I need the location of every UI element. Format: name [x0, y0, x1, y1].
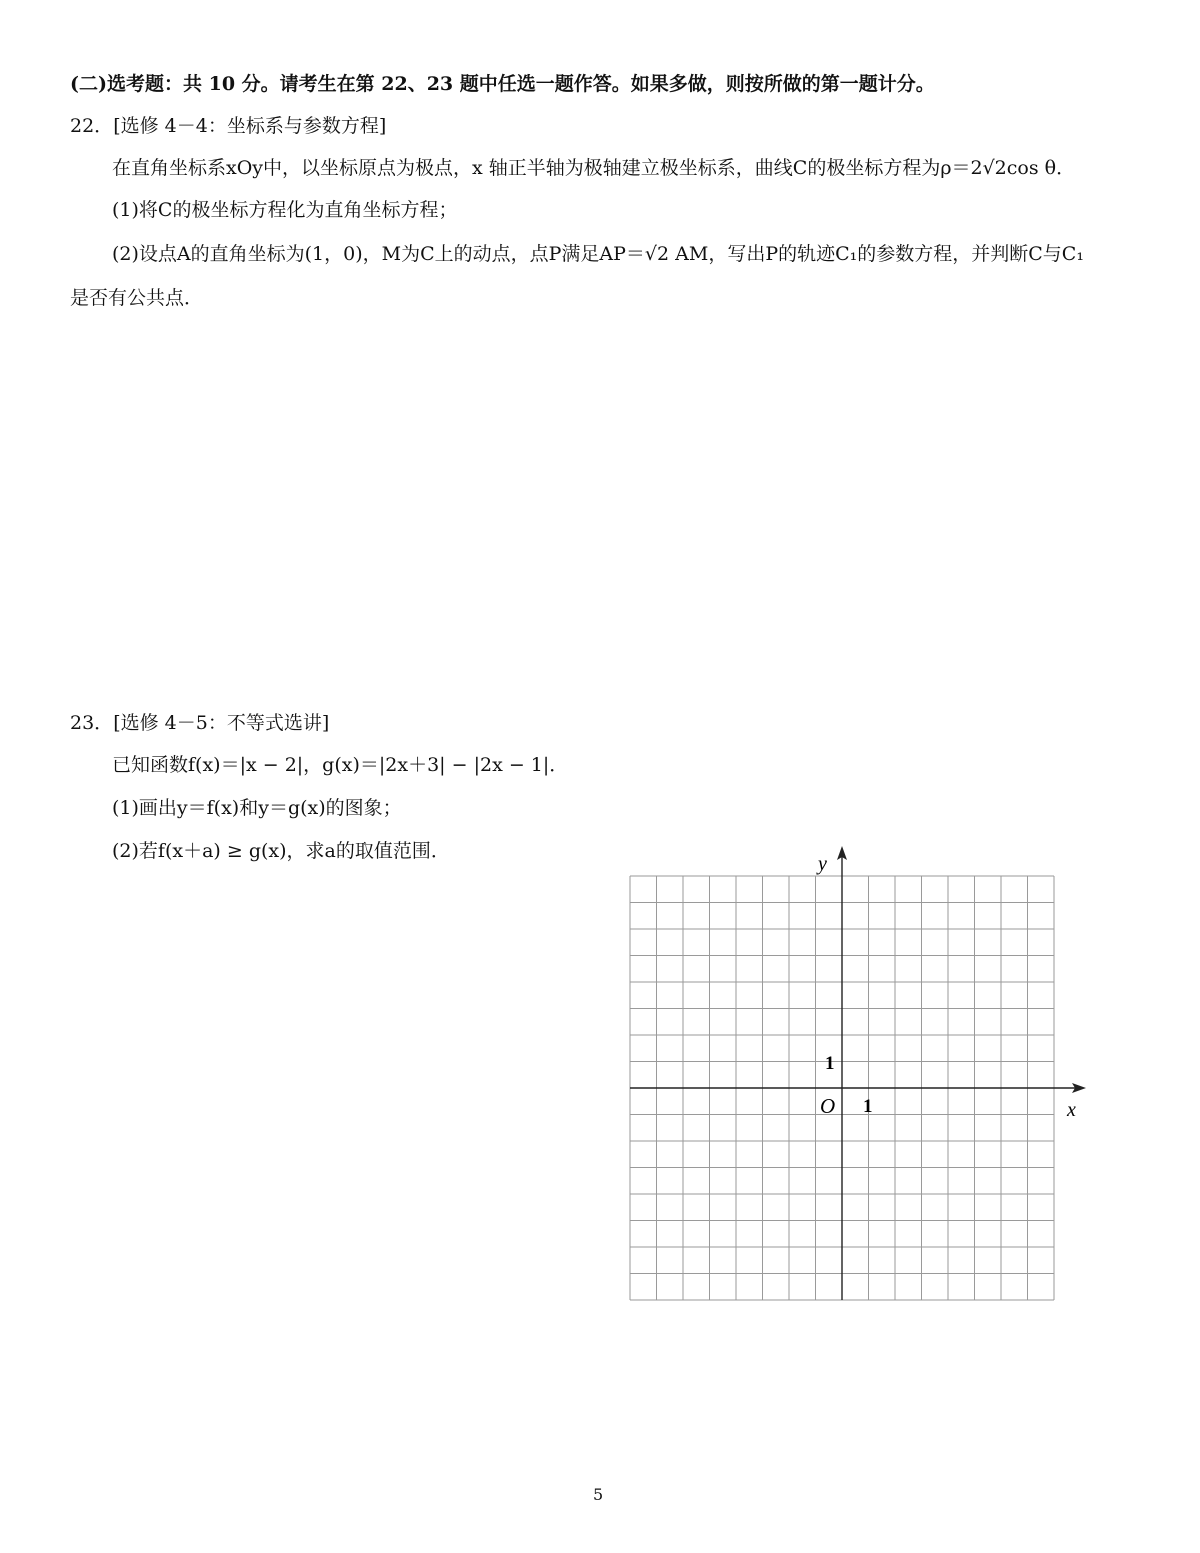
question-23-number: 23． — [70, 712, 114, 734]
question-23-stem: 已知函数f(x)＝|x − 2|，g(x)＝|2x＋3| − |2x − 1|． — [112, 754, 569, 776]
coordinate-grid — [612, 838, 1102, 1313]
section-header: (二)选考题：共 10 分。请考生在第 22、23 题中任选一题作答。如果多做，则按所做的第一题计分。 — [70, 73, 935, 95]
question-23-topic: [选修 4－5：不等式选讲] — [113, 712, 330, 734]
question-22-part2: (2)设点A的直角坐标为(1，0)，M为C上的动点，点P满足AP＝√2 AM，写出P的轨迹C₁的参数方程，并判断C与C₁ — [112, 243, 1084, 265]
x-axis-label: x — [1067, 1099, 1076, 1121]
origin-label: O — [820, 1094, 836, 1118]
question-23-title — [70, 710, 329, 736]
question-22-number: 22． — [70, 115, 114, 137]
question-23-part1: (1)画出y＝f(x)和y＝g(x)的图象； — [112, 797, 402, 819]
page-number: 5 — [593, 1485, 604, 1504]
question-22-stem: 在直角坐标系xOy中，以坐标原点为极点，x 轴正半轴为极轴建立极坐标系，曲线C的极坐标方程为ρ＝2√2cos θ． — [112, 157, 1076, 179]
y-axis-label: y — [818, 853, 827, 875]
question-22-part2-cont: 是否有公共点． — [70, 287, 204, 309]
question-23-part2: (2)若f(x＋a) ≥ g(x)，求a的取值范围． — [112, 840, 450, 862]
axes — [630, 846, 1086, 1300]
x-unit-label: 1 — [863, 1096, 873, 1117]
question-22-title — [70, 113, 386, 139]
question-22-part1: (1)将C的极坐标方程化为直角坐标方程； — [112, 199, 458, 221]
y-unit-label: 1 — [825, 1053, 835, 1074]
question-22-topic: [选修 4－4：坐标系与参数方程] — [113, 115, 387, 137]
